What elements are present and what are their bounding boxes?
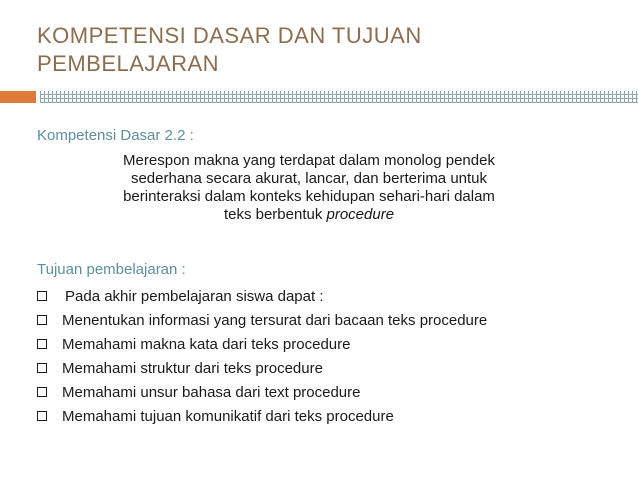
slide-title-line-2: PEMBELAJARAN <box>37 51 220 76</box>
tujuan-list <box>37 288 627 426</box>
square-outline-bullet-icon <box>37 411 47 421</box>
tujuan-item-text: Pada akhir pembelajaran siswa dapat : <box>65 288 324 305</box>
tujuan-item-text: Memahami makna kata dari teks procedure <box>62 336 351 353</box>
tujuan-pembelajaran-label: Tujuan pembelajaran : <box>37 261 186 278</box>
square-outline-bullet-icon <box>37 387 47 397</box>
kd-line-4-prefix: teks berbentuk <box>223 206 327 223</box>
title-accent-bar <box>0 91 36 103</box>
tujuan-list-item <box>37 408 627 426</box>
title-grid-rule <box>40 91 638 103</box>
slide-title <box>37 22 617 78</box>
tujuan-list-item <box>37 288 627 306</box>
kompetensi-dasar-label: Kompetensi Dasar 2.2 : <box>37 127 194 144</box>
kd-line-3: berinteraksi dalam konteks kehidupan sehari-hari dalam <box>123 188 495 205</box>
slide-title-line-1: KOMPETENSI DASAR DAN TUJUAN <box>37 23 422 48</box>
tujuan-list-item <box>37 336 627 354</box>
tujuan-list-item <box>37 360 627 378</box>
square-outline-bullet-icon <box>37 363 47 373</box>
square-outline-bullet-icon <box>37 291 47 301</box>
tujuan-item-text: Memahami unsur bahasa dari text procedure <box>62 384 361 401</box>
kd-line-2: sederhana secara akurat, lancar, dan berterima untuk <box>130 170 488 187</box>
kd-line-1: Merespon makna yang terdapat dalam monolog pendek <box>123 152 495 169</box>
tujuan-list-item <box>37 384 627 402</box>
tujuan-list-item <box>37 312 627 330</box>
tujuan-item-text: Memahami tujuan komunikatif dari teks procedure <box>62 408 394 425</box>
kd-line-4-italic: procedure <box>326 206 395 223</box>
kompetensi-dasar-text <box>60 152 558 224</box>
tujuan-item-text: Memahami struktur dari teks procedure <box>62 360 323 377</box>
square-outline-bullet-icon <box>37 339 47 349</box>
kd-line-4 <box>60 206 558 224</box>
square-outline-bullet-icon <box>37 315 47 325</box>
tujuan-item-text: Menentukan informasi yang tersurat dari bacaan teks procedure <box>62 312 488 329</box>
